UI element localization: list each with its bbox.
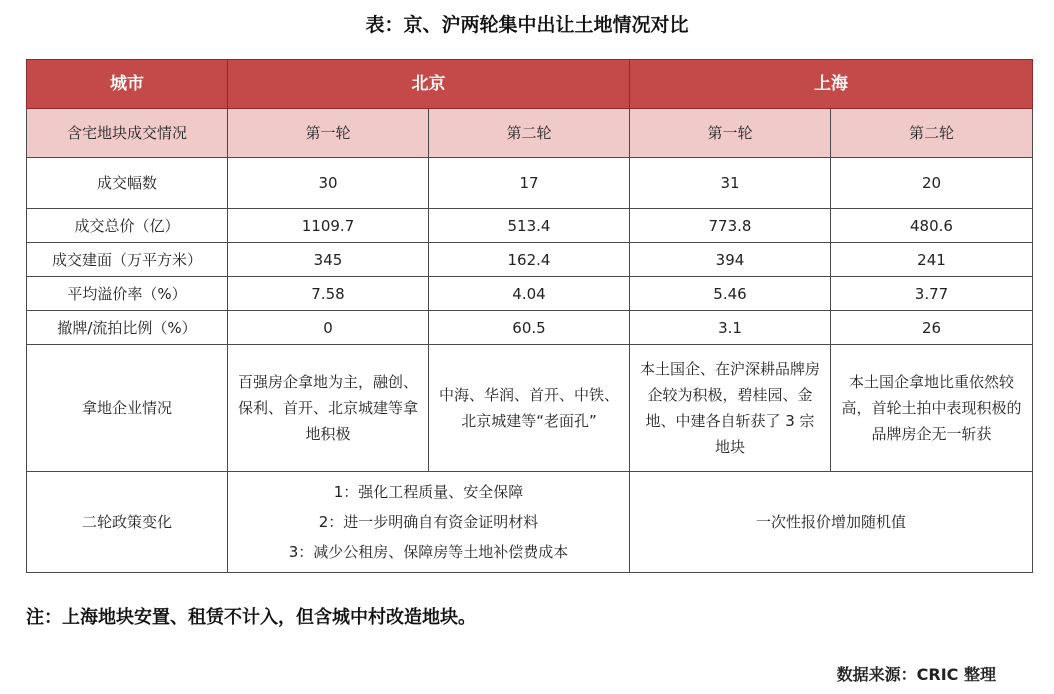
cell-value: 7.58 <box>228 277 429 311</box>
subheader-bj-round1: 第一轮 <box>228 109 429 158</box>
enterprise-sh-round2: 本土国企拿地比重依然较高，首轮土拍中表现积极的品牌房企无一斩获 <box>831 345 1033 472</box>
policy-beijing <box>228 472 630 573</box>
policy-shanghai: 一次性报价增加随机值 <box>630 472 1033 573</box>
cell-value: 513.4 <box>429 209 630 243</box>
row-label: 拿地企业情况 <box>27 345 228 472</box>
cell-value: 30 <box>228 158 429 209</box>
cell-value: 20 <box>831 158 1033 209</box>
cell-value: 0 <box>228 311 429 345</box>
policy-line: 2：进一步明确自有资金证明材料 <box>318 513 539 531</box>
cell-value: 394 <box>630 243 831 277</box>
cell-value: 1109.7 <box>228 209 429 243</box>
cell-value: 5.46 <box>630 277 831 311</box>
row-label: 成交总价（亿） <box>27 209 228 243</box>
data-source: 数据来源：CRIC 整理 <box>836 665 996 684</box>
cell-value: 3.77 <box>831 277 1033 311</box>
enterprise-bj-round2: 中海、华润、首开、中铁、北京城建等“老面孔” <box>429 345 630 472</box>
table-row <box>27 209 1033 243</box>
header-city-beijing: 北京 <box>228 60 630 109</box>
subheader-sh-round1: 第一轮 <box>630 109 831 158</box>
subheader-bj-round2: 第二轮 <box>429 109 630 158</box>
header-city-shanghai: 上海 <box>630 60 1033 109</box>
enterprise-bj-round1: 百强房企拿地为主，融创、保利、首开、北京城建等拿地积极 <box>228 345 429 472</box>
enterprise-sh-round1: 本土国企、在沪深耕品牌房企较为积极，碧桂园、金地、中建各自斩获了 3 宗地块 <box>630 345 831 472</box>
policy-line: 1：强化工程质量、安全保障 <box>333 483 524 501</box>
row-label: 撤牌/流拍比例（%） <box>27 311 228 345</box>
comparison-table <box>26 59 1033 573</box>
row-label: 成交建面（万平方米） <box>27 243 228 277</box>
cell-value: 3.1 <box>630 311 831 345</box>
header-row <box>27 60 1033 109</box>
table-row <box>27 277 1033 311</box>
row-label: 成交幅数 <box>27 158 228 209</box>
row-label: 平均溢价率（%） <box>27 277 228 311</box>
subheader-label: 含宅地块成交情况 <box>27 109 228 158</box>
table-row <box>27 243 1033 277</box>
cell-value: 345 <box>228 243 429 277</box>
cell-value: 480.6 <box>831 209 1033 243</box>
cell-value: 4.04 <box>429 277 630 311</box>
cell-value: 26 <box>831 311 1033 345</box>
cell-value: 60.5 <box>429 311 630 345</box>
footnote: 注：上海地块安置、租赁不计入，但含城中村改造地块。 <box>26 607 476 628</box>
table-row <box>27 311 1033 345</box>
table-row <box>27 158 1033 209</box>
cell-value: 31 <box>630 158 831 209</box>
cell-value: 773.8 <box>630 209 831 243</box>
row-label: 二轮政策变化 <box>27 472 228 573</box>
enterprise-row <box>27 345 1033 472</box>
table-title: 表：京、沪两轮集中出让土地情况对比 <box>365 14 689 36</box>
cell-value: 162.4 <box>429 243 630 277</box>
cell-value: 241 <box>831 243 1033 277</box>
subheader-row <box>27 109 1033 158</box>
cell-value: 17 <box>429 158 630 209</box>
policy-line: 3：减少公租房、保障房等土地补偿费成本 <box>288 543 569 561</box>
policy-row <box>27 472 1033 573</box>
subheader-sh-round2: 第二轮 <box>831 109 1033 158</box>
header-city-label: 城市 <box>27 60 228 109</box>
